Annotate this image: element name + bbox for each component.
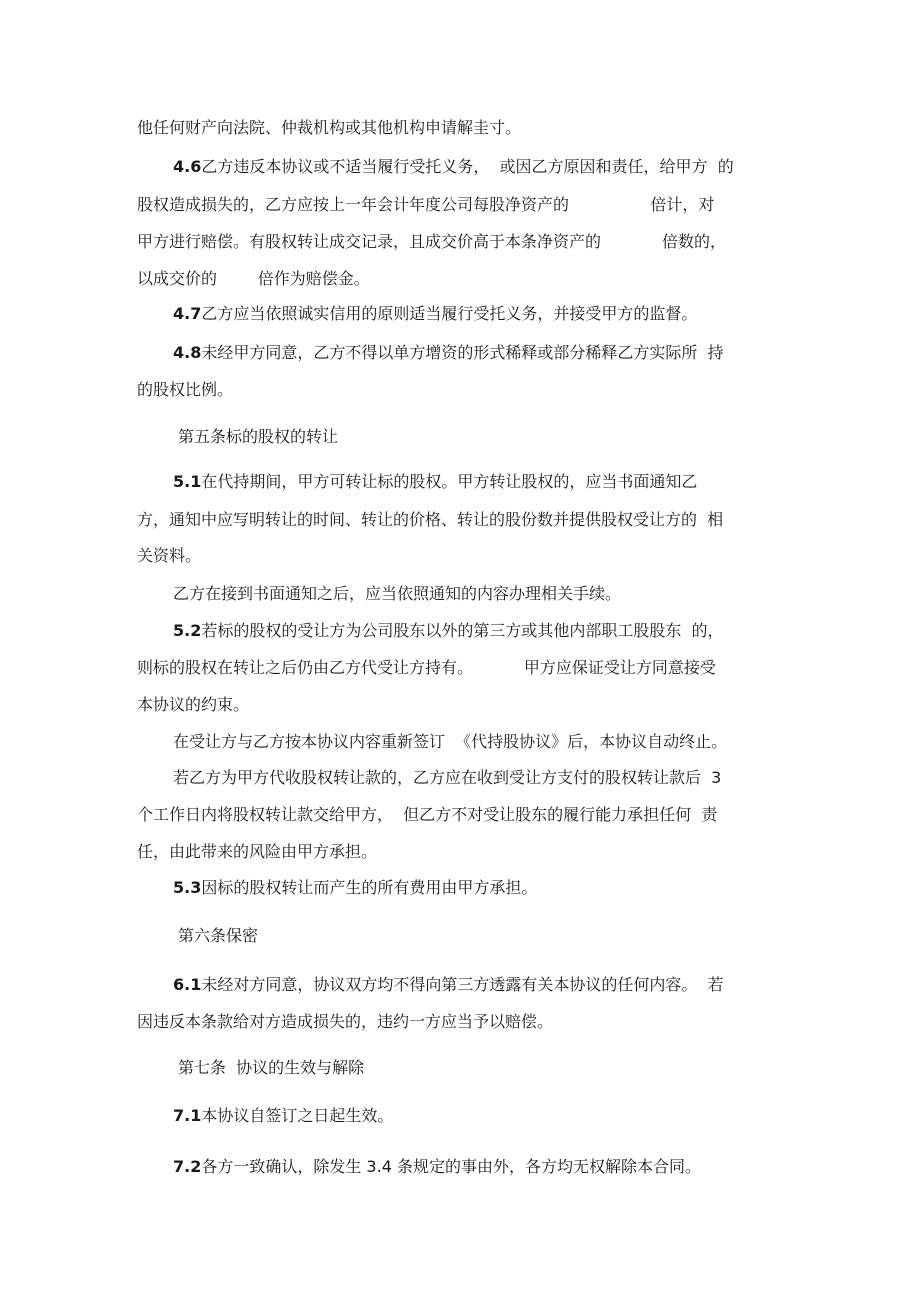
clause-number: 4.8 xyxy=(173,343,202,362)
clause-4-6-line-3: 甲方进行赔偿。有股权转让成交记录，且成交价高于本条净资产的 倍数的， xyxy=(137,232,727,251)
clause-4-6-line-2: 股权造成损失的，乙方应按上一年会计年度公司每股净资产的 倍计，对 xyxy=(137,195,715,214)
clause-text: 在代持期间，甲方可转让标的股权。甲方转让股权的，应当书面通知乙 xyxy=(201,472,698,491)
clause-text: 本协议自签订之日起生效。 xyxy=(201,1106,394,1125)
clause-7-1 xyxy=(173,1106,393,1126)
clause-number: 5.2 xyxy=(173,621,202,640)
clause-6-1-line-1 xyxy=(173,975,724,995)
clause-text: 若标的股权的受让方为公司股东以外的第三方或其他内部职工股股东 的， xyxy=(201,621,724,640)
clause-4-8-line-1 xyxy=(173,343,724,363)
article-7-heading: 第七条 协议的生效与解除 xyxy=(178,1058,365,1077)
clause-number: 4.6 xyxy=(173,157,202,176)
clause-text: 乙方违反本协议或不适当履行受托义务， 或因乙方原因和责任，给甲方 的 xyxy=(201,157,734,176)
clause-7-2 xyxy=(173,1157,701,1177)
clause-text: 因标的股权转让而产生的所有费用由甲方承担。 xyxy=(201,878,538,897)
paragraph-line: 若乙方为甲方代收股权转让款的，乙方应在收到受让方支付的股权转让款后 3 xyxy=(173,768,722,787)
clause-5-1-line-2: 方，通知中应写明转让的时间、转让的价格、转让的股份数并提供股权受让方的 相 xyxy=(137,510,724,529)
clause-text: 未经甲方同意，乙方不得以单方增资的形式稀释或部分稀释乙方实际所 持 xyxy=(201,343,724,362)
clause-5-1-line-1 xyxy=(173,472,697,492)
clause-4-6-line-4: 以成交价的 倍作为赔偿金。 xyxy=(137,269,370,288)
clause-4-7 xyxy=(173,304,697,324)
article-5-heading: 第五条标的股权的转让 xyxy=(178,427,339,446)
clause-number: 7.2 xyxy=(173,1157,202,1176)
clause-4-6-line-1 xyxy=(173,157,734,177)
clause-text: 各方一致确认，除发生 3.4 条规定的事由外，各方均无权解除本合同。 xyxy=(201,1157,701,1176)
paragraph-line: 任，由此带来的风险由甲方承担。 xyxy=(137,842,378,861)
clause-5-2-line-3: 本协议的约束。 xyxy=(137,695,250,714)
clause-5-1-line-3: 关资料。 xyxy=(137,546,202,565)
clause-number: 6.1 xyxy=(173,975,202,994)
clause-number: 5.1 xyxy=(173,472,202,491)
clause-5-2-line-2: 则标的股权在转让之后仍由乙方代受让方持有。 甲方应保证受让方同意接受 xyxy=(137,658,716,677)
article-6-heading: 第六条保密 xyxy=(178,926,259,945)
clause-4-8-line-2: 的股权比例。 xyxy=(137,380,234,399)
paragraph-line: 他任何财产向法院、仲裁机构或其他机构申请解圭寸。 xyxy=(137,118,522,137)
clause-number: 4.7 xyxy=(173,304,202,323)
clause-number: 7.1 xyxy=(173,1106,202,1125)
clause-text: 乙方应当依照诚实信用的原则适当履行受托义务，并接受甲方的监督。 xyxy=(201,304,698,323)
clause-text: 未经对方同意，协议双方均不得向第三方透露有关本协议的任何内容。 若 xyxy=(201,975,724,994)
paragraph-line: 个工作日内将股权转让款交给甲方， 但乙方不对受让股东的履行能力承担任何 责 xyxy=(137,805,718,824)
clause-5-2-line-1 xyxy=(173,621,724,641)
paragraph-line: 在受让方与乙方按本协议内容重新签订 《代持股协议》后，本协议自动终止。 xyxy=(173,732,728,751)
clause-6-1-line-2: 因违反本条款给对方造成损失的，违约一方应当予以赔偿。 xyxy=(137,1012,554,1031)
paragraph-line: 乙方在接到书面通知之后，应当依照通知的内容办理相关手续。 xyxy=(173,584,622,603)
clause-5-3 xyxy=(173,878,537,898)
clause-number: 5.3 xyxy=(173,878,202,897)
